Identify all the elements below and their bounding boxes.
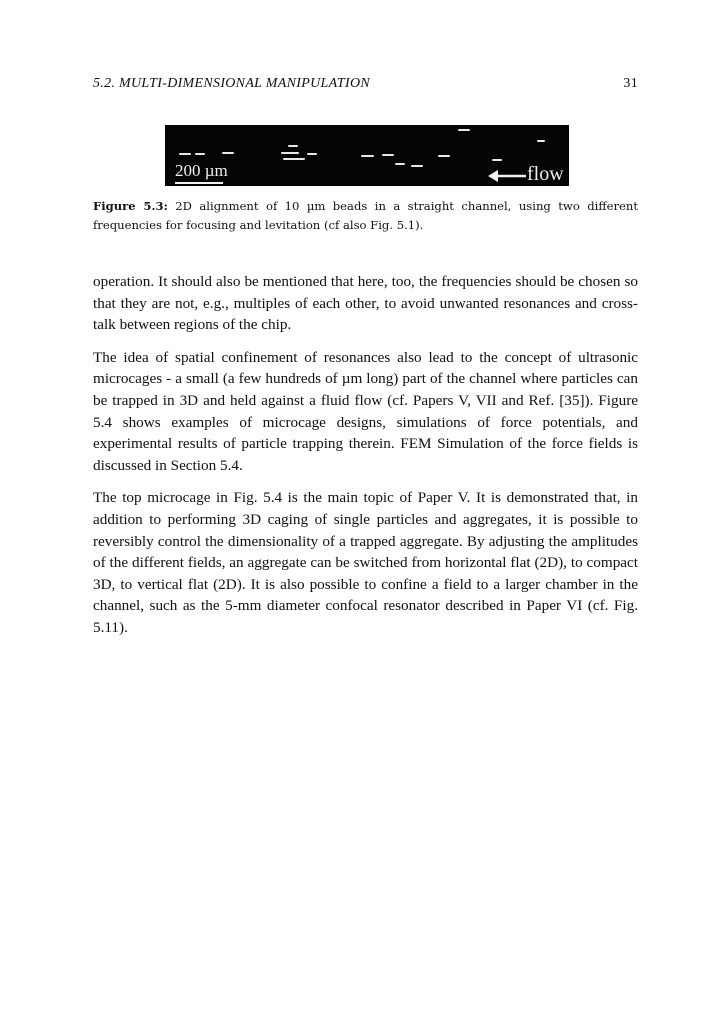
bead — [283, 158, 305, 160]
bead — [382, 154, 394, 156]
caption-text: 2D alignment of 10 µm beads in a straight channel, using two different frequencies for focusing and levitation (cf also Fig. 5.1). — [93, 199, 638, 232]
running-header — [93, 76, 638, 92]
flow-label: flow — [527, 163, 564, 185]
bead — [438, 155, 450, 157]
bead — [361, 155, 374, 157]
paragraph: operation. It should also be mentioned that here, too, the frequencies should be chosen so that they are not, e.g., multiples of each other, to avoid unwanted resonances and cross-talk between regions of the chip. — [93, 273, 638, 334]
section-title: 5.2. MULTI-DIMENSIONAL MANIPULATION — [93, 76, 370, 91]
bead — [195, 153, 205, 155]
body-text — [93, 271, 638, 650]
bead — [179, 153, 191, 155]
paragraph: The top microcage in Fig. 5.4 is the main topic of Paper V. It is demonstrated that, in addition to performing 3D caging of single particles and aggregates, it is possible to reversibly control the dimensionality of a trapped aggregate. By adjusting the amplitudes of the different fields, an aggregate can be switched from horizontal flat (2D), to compact 3D, to vertical flat (2D). It is also possible to confine a field to a larger chamber in the channel, such as the 5-mm diameter confocal resonator described in Paper VI (cf. Fig. 5.11). — [93, 489, 638, 636]
figure-caption — [93, 197, 638, 235]
page-number: 31 — [623, 76, 638, 91]
bead-alignment-micrograph — [165, 125, 569, 186]
bead — [288, 145, 298, 147]
bead — [395, 163, 405, 165]
bead — [222, 152, 234, 154]
bead — [307, 153, 317, 155]
bead — [281, 152, 299, 154]
scale-bar-label: 200 µm — [175, 161, 228, 180]
flow-arrow-icon — [488, 169, 526, 183]
bead — [537, 140, 545, 142]
paragraph: The idea of spatial confinement of resonances also lead to the concept of ultrasonic microcages - a small (a few hundreds of µm long) part of the channel where particles can be trapped in 3D and held against a fluid flow (cf. Papers V, VII and Ref. [35]). Figure 5.4 shows examples of microcage designs, simulations of force potentials, and experimental results of particle trapping therein. FEM Simulation of the force fields is discussed in Section 5.4. — [93, 348, 638, 474]
bead — [492, 159, 502, 161]
scale-bar — [175, 182, 223, 184]
bead — [458, 129, 470, 131]
bead — [411, 165, 423, 167]
caption-label: Figure 5.3: — [93, 199, 168, 213]
